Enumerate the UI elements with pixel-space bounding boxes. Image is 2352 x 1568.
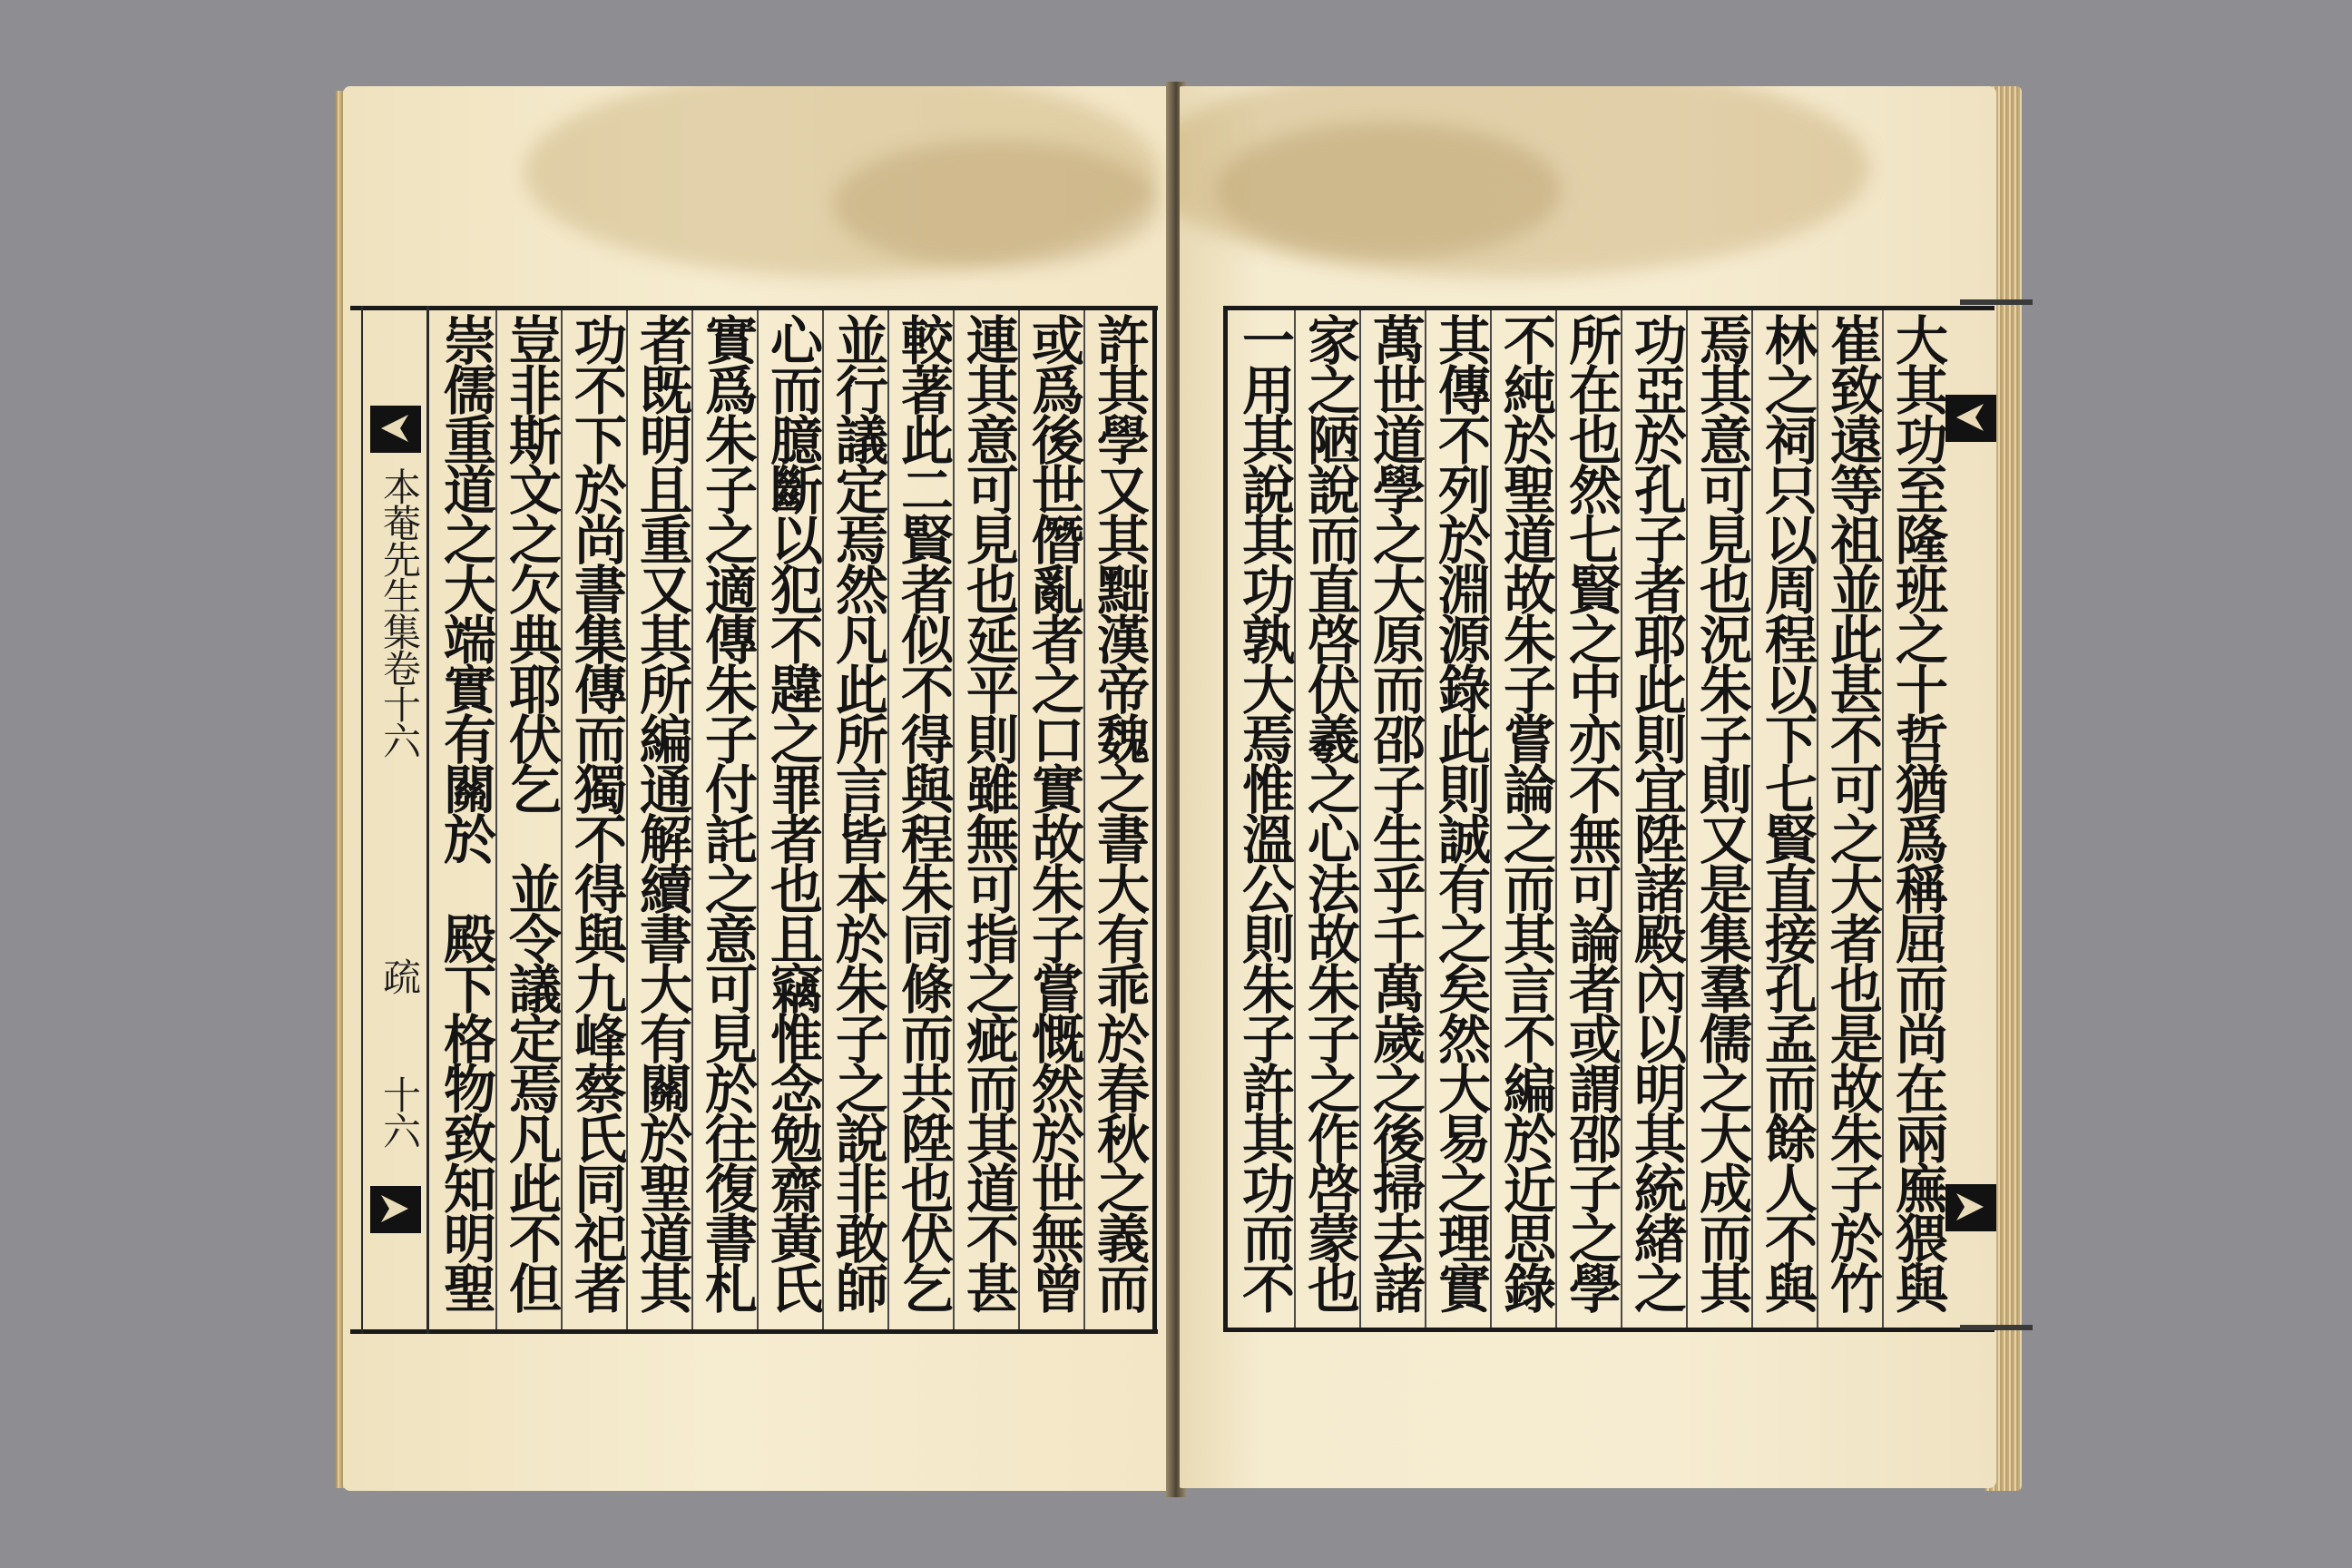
book-title: 本菴先生集卷十六: [377, 467, 422, 758]
text-column: 心而臆斷以犯不韙之罪者也且竊惟念勉齋黃氏: [761, 313, 823, 1311]
text-column: 林之祠只以周程以下七賢直接孔孟而餘人不與: [1756, 313, 1818, 1311]
fishtail-mark-bottom: [370, 1186, 421, 1233]
section-label: 疏: [377, 957, 422, 994]
text-column: 崇儒重道之大端實有關於 殿下格物致知明聖: [435, 313, 496, 1311]
text-column: 所在也然七賢之中亦不無可論者或謂邵子之學: [1560, 313, 1622, 1311]
text-column: 不純於聖道故朱子嘗論之而其言不編於近思錄: [1494, 313, 1556, 1311]
frame-top: [1223, 306, 1994, 310]
text-column: 許其學又其黜漢帝魏之書大有乖於春秋之義而: [1088, 313, 1150, 1311]
frame-left: [1223, 306, 1228, 1332]
text-column: 連其意可見也延平則雖無可指之疵而其道不甚: [957, 313, 1019, 1311]
text-column: 萬世道學之大原而邵子生乎千萬歲之後掃去諸: [1364, 313, 1426, 1311]
text-column: 或爲後世僭亂者之口實故朱子嘗慨然於世無曾: [1023, 313, 1084, 1311]
right-page: [1180, 86, 1996, 1488]
frame-top: [350, 306, 1158, 310]
fishtail-mark-top: [1945, 395, 1996, 442]
water-stain: [1216, 122, 1561, 259]
frame-right: [1152, 306, 1157, 1334]
text-column: 豈非斯文之欠典耶伏乞 並令議定焉凡此不但: [500, 313, 562, 1311]
frame-bottom: [350, 1329, 1158, 1334]
left-page: [343, 86, 1173, 1491]
text-column: 其傳不列於淵源錄此則誠有之矣然大易之理實: [1429, 313, 1491, 1311]
text-column: 較著此二賢者似不得與程朱同條而共陞也伏乞: [892, 313, 954, 1311]
frame-bottom: [1223, 1328, 1994, 1332]
text-column: 焉其意可見也況朱子則又是集羣儒之大成而其: [1690, 313, 1752, 1311]
center-column-border: [426, 306, 429, 1334]
text-column: 實爲朱子之適傳朱子付託之意可見於往復書札: [696, 313, 758, 1311]
text-column: 功不下於尚書集傳而獨不得與九峰蔡氏同祀者: [565, 313, 627, 1311]
text-column: 者既明且重又其所編通解續書大有關於聖道其: [631, 313, 692, 1311]
text-column: 崔致遠等祖並此甚不可之大者也是故朱子於竹: [1821, 313, 1883, 1311]
page-number: 十六: [377, 1075, 422, 1148]
text-column: 家之陋說而直啓伏羲之心法故朱子之作啓蒙也: [1298, 313, 1360, 1311]
text-column: 功亞於孔子者耶此則宜陞諸殿內以明其統緖之: [1625, 313, 1687, 1311]
fishtail-mark-bottom: [1945, 1184, 1996, 1231]
text-column: 並行議定焉然凡此所言皆本於朱子之說非敢師: [827, 313, 888, 1311]
text-column: 大其功至隆班之十哲猶爲稱屈而尚在兩廡猥與: [1886, 313, 1948, 1311]
binding-thread: [1960, 1325, 2033, 1330]
binding-thread: [1960, 299, 2033, 305]
text-column: 一用其說其功孰大焉惟溫公則朱子許其功而不: [1233, 313, 1295, 1311]
center-column-border: [361, 306, 363, 1334]
fishtail-mark-top: [370, 406, 421, 453]
water-stain: [833, 141, 1160, 268]
